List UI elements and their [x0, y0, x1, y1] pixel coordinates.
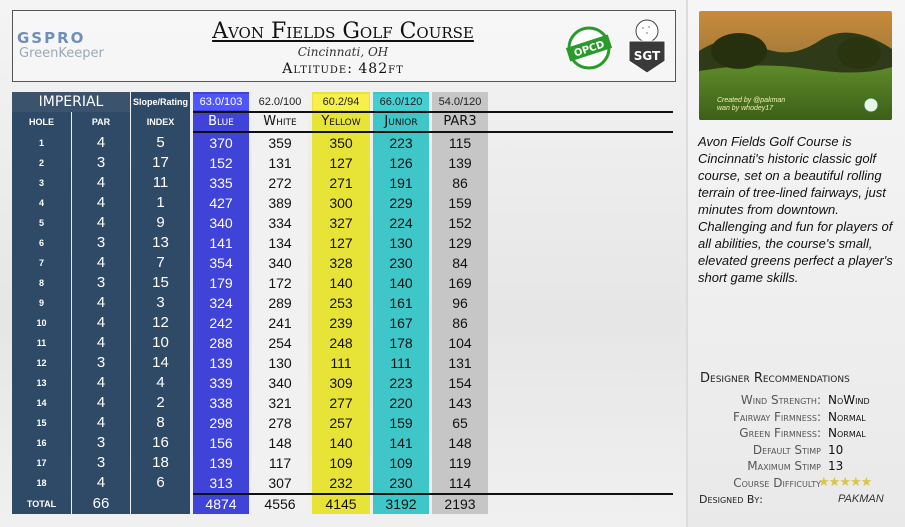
- recommendation-value: NoWind: [828, 393, 870, 407]
- par3-cell: 84: [452, 255, 468, 271]
- total-label: TOTAL: [26, 499, 57, 509]
- par-cell: 4: [96, 134, 106, 151]
- junior-cell: 230: [389, 255, 413, 271]
- par3-cell: 119: [448, 455, 472, 471]
- table-row: [12, 193, 488, 213]
- par3-cell: 65: [452, 415, 468, 431]
- blue-cell: 427: [209, 195, 233, 211]
- hole-cell: 17: [36, 458, 47, 468]
- white-cell: 334: [268, 215, 292, 231]
- junior-cell: 223: [389, 135, 413, 151]
- recommendation-row: [696, 443, 901, 460]
- blue-cell: 156: [209, 435, 233, 451]
- hole-cell: 14: [36, 398, 47, 408]
- white-cell: 307: [268, 475, 292, 491]
- recommendation-row: [696, 426, 901, 443]
- white-cell: 278: [268, 415, 292, 431]
- hole-cell: 6: [38, 238, 44, 248]
- white-cell: 359: [268, 135, 292, 151]
- par-cell: 3: [96, 434, 106, 451]
- course-city: Cincinnati, OH: [297, 45, 389, 59]
- difficulty-label: Course Difficulty: [733, 476, 821, 490]
- white-cell: 289: [268, 295, 292, 311]
- par-cell: 3: [96, 354, 106, 371]
- white-cell: 254: [268, 335, 292, 351]
- blue-cell: 288: [209, 335, 233, 351]
- yellow-cell: 239: [329, 315, 353, 331]
- blue-cell: 139: [209, 355, 233, 371]
- index-cell: 10: [152, 334, 169, 351]
- hole-cell: 8: [38, 278, 44, 288]
- table-row: [12, 333, 488, 353]
- yellow-cell: 328: [329, 255, 353, 271]
- white-cell: 321: [268, 395, 292, 411]
- par-cell: 4: [96, 194, 106, 211]
- par3-cell: 154: [448, 375, 472, 391]
- yellow-cell: 327: [329, 215, 353, 231]
- index-cell: 11: [152, 174, 169, 191]
- yellow-cell: 140: [329, 275, 353, 291]
- par-cell: 4: [96, 374, 106, 391]
- index-cell: 18: [152, 454, 169, 471]
- star-icon: ★: [818, 475, 829, 490]
- par3-cell: 96: [452, 295, 468, 311]
- difficulty-stars: [818, 475, 871, 490]
- hole-cell: 11: [36, 338, 47, 348]
- par3-rating: 54.0/120: [438, 96, 482, 108]
- white-cell: 389: [268, 195, 292, 211]
- par-cell: 4: [96, 474, 106, 491]
- table-row: [12, 273, 488, 293]
- photo-credit-line-1: Created by @pakman: [717, 97, 786, 104]
- junior-cell: 159: [389, 415, 413, 431]
- junior-cell: 141: [389, 435, 413, 451]
- par3-cell: 139: [448, 155, 472, 171]
- star-icon: ★: [849, 475, 861, 490]
- index-cell: 15: [152, 274, 169, 291]
- yellow-rating: 60.2/94: [313, 94, 369, 110]
- white-rating: 62.0/100: [258, 96, 302, 108]
- recommendations-title: Designer Recommendations: [700, 371, 850, 386]
- blue-cell: 242: [209, 315, 233, 331]
- table-row: [12, 453, 488, 473]
- index-cell: 13: [152, 234, 169, 251]
- yellow-cell: 271: [329, 175, 353, 191]
- star-icon: ★: [860, 475, 872, 490]
- junior-cell: 178: [389, 335, 413, 351]
- junior-tee-header: Junior: [384, 114, 418, 129]
- blue-cell: 313: [209, 475, 233, 491]
- course-altitude: Altitude: 482ft: [282, 61, 404, 77]
- par-cell: 4: [96, 334, 106, 351]
- course-photo: [699, 11, 892, 120]
- sgt-badge-text: SGT: [633, 49, 661, 63]
- junior-cell: 224: [389, 215, 413, 231]
- recommendation-row: [696, 393, 901, 410]
- hole-cell: 16: [36, 438, 47, 448]
- yellow-cell: 232: [329, 475, 353, 491]
- table-row: [12, 133, 488, 153]
- yellow-cell: 140: [329, 435, 353, 451]
- index-cell: 17: [152, 154, 169, 171]
- yellow-cell: 309: [329, 375, 353, 391]
- table-row: [12, 233, 488, 253]
- par-cell: 3: [96, 234, 106, 251]
- blue-cell: 298: [209, 415, 233, 431]
- yellow-cell: 111: [330, 355, 352, 371]
- designer-label: Designed By:: [699, 493, 763, 506]
- junior-cell: 126: [389, 155, 413, 171]
- junior-cell: 223: [389, 375, 413, 391]
- junior-total: 3192: [385, 496, 417, 512]
- par-cell: 4: [96, 254, 106, 271]
- table-row: [12, 393, 488, 413]
- hole-cell: 13: [36, 378, 47, 388]
- junior-rating: 66.0/120: [373, 94, 429, 110]
- junior-cell: 130: [389, 235, 413, 251]
- slope-rating-label: Slope/Rating: [132, 97, 188, 107]
- index-cell: 9: [156, 214, 165, 231]
- table-row: [12, 293, 488, 313]
- index-cell: 12: [152, 314, 169, 331]
- header-box: [12, 10, 676, 82]
- photo-credit-line-2: wan by whodey17: [717, 105, 774, 112]
- par3-cell: 86: [452, 315, 468, 331]
- junior-cell: 109: [389, 455, 413, 471]
- opcd-badge-text: OPCD: [572, 39, 607, 60]
- recommendation-label: Green Firmness:: [739, 426, 821, 441]
- blue-total: 4874: [205, 496, 237, 512]
- index-cell: 14: [152, 354, 169, 371]
- blue-cell: 324: [209, 295, 233, 311]
- opcd-badge-icon: [561, 25, 617, 71]
- blue-cell: 179: [209, 275, 233, 291]
- index-cell: 3: [156, 294, 165, 311]
- greenkeeper-logo: GreenKeeper: [19, 46, 104, 61]
- yellow-cell: 277: [329, 395, 353, 411]
- table-row: [12, 213, 488, 233]
- index-cell: 1: [156, 194, 165, 211]
- yellow-total: 4145: [325, 496, 357, 512]
- table-row: [12, 153, 488, 173]
- par3-cell: 86: [452, 175, 468, 191]
- par-cell: 3: [96, 154, 106, 171]
- course-description: Avon Fields Golf Course is Cincinnati's historic classic golf course, set on a beautiful rolling terrain of tree-lined fairways, just minutes from downtown. Challenging and fun for players of all abilities, the course's small, elevated greens perfect a player's short game skills.: [698, 134, 893, 285]
- hole-cell: 12: [36, 358, 47, 368]
- total-row: [12, 494, 488, 514]
- yellow-cell: 127: [329, 155, 353, 171]
- junior-cell: 230: [389, 475, 413, 491]
- yellow-cell: 127: [329, 235, 353, 251]
- par3-total: 2193: [444, 496, 476, 512]
- table-row: [12, 313, 488, 333]
- star-icon: ★: [828, 475, 840, 490]
- blue-cell: 340: [209, 215, 233, 231]
- index-cell: 16: [152, 434, 169, 451]
- blue-cell: 335: [209, 175, 233, 191]
- white-cell: 131: [268, 155, 292, 171]
- blue-cell: 141: [209, 235, 233, 251]
- par3-cell: 115: [448, 135, 472, 151]
- table-row: [12, 413, 488, 433]
- blue-cell: 338: [209, 395, 233, 411]
- junior-cell: 167: [389, 315, 413, 331]
- white-cell: 241: [268, 315, 292, 331]
- table-row: [12, 473, 488, 493]
- index-cell: 8: [156, 414, 165, 431]
- index-cell: 7: [156, 254, 165, 271]
- par3-cell: 131: [448, 355, 472, 371]
- par3-cell: 148: [448, 435, 472, 451]
- hole-header: HOLE: [28, 117, 54, 127]
- par-cell: 3: [96, 454, 106, 471]
- par3-cell: 152: [448, 215, 472, 231]
- junior-cell: 161: [389, 295, 413, 311]
- yellow-cell: 248: [329, 335, 353, 351]
- white-cell: 340: [268, 375, 292, 391]
- par-cell: 4: [96, 314, 106, 331]
- recommendation-row: [696, 410, 901, 427]
- yellow-cell: 300: [329, 195, 353, 211]
- yellow-cell: 257: [329, 415, 353, 431]
- junior-cell: 111: [390, 355, 412, 371]
- blue-cell: 339: [209, 375, 233, 391]
- yellow-tee-header: Yellow: [321, 114, 361, 129]
- table-row: [12, 173, 488, 193]
- course-title: Avon Fields Golf Course: [212, 19, 474, 44]
- recommendation-value: Normal: [828, 426, 866, 441]
- hole-cell: 2: [38, 158, 44, 168]
- par3-cell: 114: [448, 475, 472, 491]
- blue-cell: 139: [209, 455, 233, 471]
- yellow-cell: 109: [329, 455, 353, 471]
- sgt-badge-icon: [625, 17, 669, 75]
- hole-cell: 5: [38, 218, 44, 228]
- blue-cell: 152: [209, 155, 233, 171]
- imperial-label: IMPERIAL: [12, 92, 130, 112]
- recommendation-value: 13: [828, 459, 844, 474]
- index-cell: 5: [156, 134, 165, 151]
- recommendation-label: Default Stimp: [752, 442, 821, 457]
- hole-cell: 4: [38, 198, 44, 208]
- blue-cell: 354: [209, 255, 233, 271]
- blue-rating: 63.0/103: [193, 94, 249, 110]
- blue-cell: 370: [209, 135, 233, 151]
- par-header: PAR: [91, 117, 111, 127]
- recommendation-value: Normal: [828, 409, 866, 424]
- blue-tee-header: Blue: [208, 114, 234, 129]
- par3-cell: 159: [448, 195, 472, 211]
- recommendation-row: [696, 459, 901, 476]
- recommendation-value: 10: [828, 442, 844, 457]
- par-cell: 4: [96, 174, 106, 191]
- recommendation-label: Wind Strength:: [740, 393, 821, 407]
- white-cell: 134: [268, 235, 292, 251]
- difficulty-row: [696, 476, 901, 493]
- par3-tee-header: PAR3: [443, 114, 477, 129]
- index-header: INDEX: [146, 117, 175, 127]
- recommendation-label: Fairway Firmness:: [733, 409, 821, 424]
- par-cell: 4: [96, 394, 106, 411]
- yellow-cell: 253: [329, 295, 353, 311]
- star-icon: ★: [839, 475, 850, 490]
- table-row: [12, 353, 488, 373]
- gspro-logo: GSPRO: [17, 29, 86, 47]
- white-cell: 117: [268, 455, 292, 471]
- yellow-cell: 350: [329, 135, 353, 151]
- par-cell: 4: [96, 294, 106, 311]
- designer-name: PAKMAN: [838, 493, 884, 505]
- index-cell: 6: [156, 474, 165, 491]
- hole-cell: 18: [36, 478, 47, 488]
- index-cell: 2: [156, 394, 165, 411]
- hole-cell: 15: [36, 418, 47, 428]
- hole-cell: 1: [38, 138, 44, 148]
- white-cell: 172: [268, 275, 292, 291]
- par3-cell: 169: [448, 275, 472, 291]
- par3-cell: 104: [448, 335, 472, 351]
- white-cell: 340: [268, 255, 292, 271]
- hole-cell: 7: [38, 258, 44, 268]
- index-cell: 4: [156, 374, 165, 391]
- par3-cell: 143: [448, 395, 472, 411]
- recommendation-label: Maximum Stimp: [747, 459, 821, 474]
- hole-cell: 10: [36, 318, 47, 328]
- junior-cell: 220: [389, 395, 413, 411]
- par-cell: 4: [96, 414, 106, 431]
- table-row: [12, 433, 488, 453]
- white-cell: 148: [268, 435, 292, 451]
- junior-cell: 191: [389, 175, 413, 191]
- table-row: [12, 253, 488, 273]
- hole-cell: 9: [38, 298, 44, 308]
- junior-cell: 140: [389, 275, 413, 291]
- par-total: 66: [92, 495, 110, 512]
- par-cell: 4: [96, 214, 106, 231]
- par-cell: 3: [96, 274, 106, 291]
- table-row: [12, 373, 488, 393]
- junior-cell: 229: [389, 195, 413, 211]
- photo-credit: [717, 97, 785, 113]
- white-total: 4556: [264, 496, 296, 512]
- white-tee-header: White: [263, 114, 297, 129]
- hole-cell: 3: [38, 178, 44, 188]
- par3-cell: 129: [448, 235, 472, 251]
- white-cell: 272: [268, 175, 292, 191]
- white-cell: 130: [268, 355, 292, 371]
